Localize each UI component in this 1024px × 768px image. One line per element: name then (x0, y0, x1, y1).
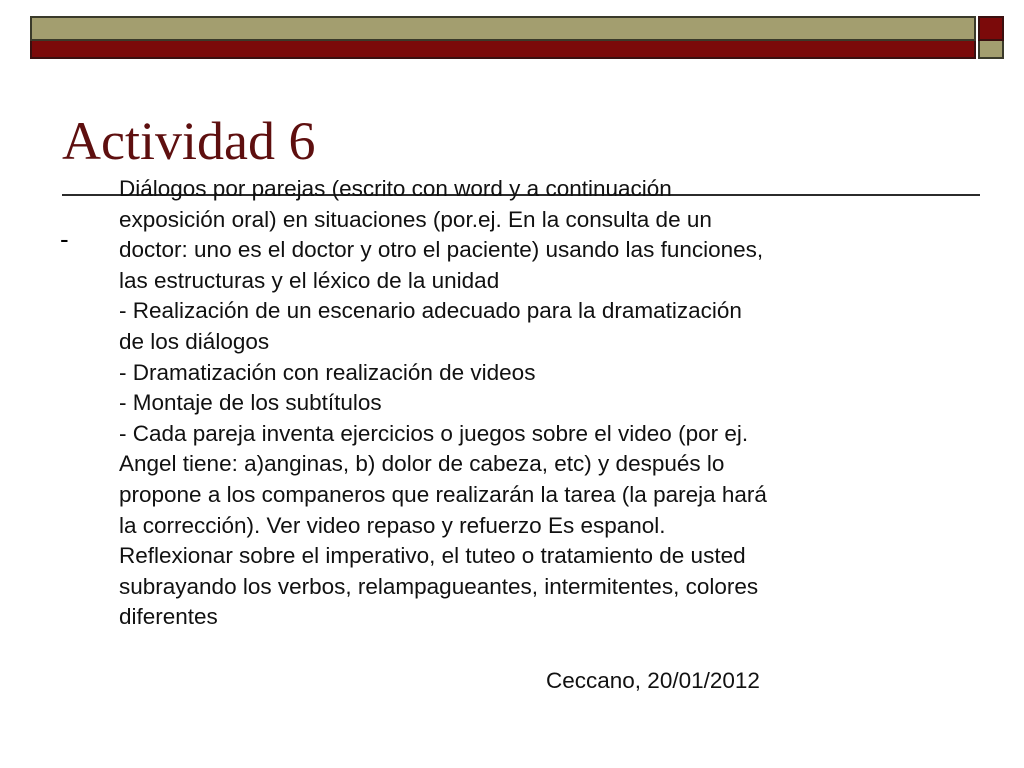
body-line: las estructuras y el léxico de la unidad (119, 267, 500, 293)
body-line: doctor: uno es el doctor y otro el paciente) usando las funciones, (119, 237, 764, 263)
body-line: - Cada pareja inventa ejercicios o juegos sobre el video (por ej. (119, 420, 749, 446)
header-band (30, 16, 1006, 60)
header-corner-olive-square (978, 41, 1004, 59)
body-line: subrayando los verbos, relampagueantes, intermitentes, colores (119, 573, 759, 599)
header-band-maroon-stripe (30, 41, 976, 59)
body-line: propone a los companeros que realizarán la tarea (la pareja hará (119, 481, 767, 507)
slide-title: Actividad 6 (62, 111, 316, 171)
body-line: Diálogos por parejas (escrito con word y a continuación (119, 176, 672, 201)
body-line: Angel tiene: a)anginas, b) dolor de cabeza, etc) y después lo (119, 451, 725, 477)
body-line: diferentes (119, 604, 218, 630)
signature-place-date: Ceccano, 20/01/2012 (546, 668, 760, 693)
body-line: Reflexionar sobre el imperativo, el tuteo o tratamiento de usted (119, 543, 746, 569)
body-line: la corrección). Ver video repaso y refuerzo Es espanol. (119, 512, 666, 538)
header-corner-maroon-square (978, 16, 1004, 41)
header-band-olive-stripe (30, 16, 976, 41)
bullet-marker: - (60, 224, 69, 254)
slide-body (119, 174, 879, 633)
body-line: - Dramatización con realización de videos (119, 359, 536, 385)
body-line: - Realización de un escenario adecuado para la dramatización (119, 298, 742, 324)
body-line: exposición oral) en situaciones (por.ej. En la consulta de un (119, 206, 712, 232)
body-line: de los diálogos (119, 328, 270, 354)
body-line: - Montaje de los subtítulos (119, 390, 382, 416)
